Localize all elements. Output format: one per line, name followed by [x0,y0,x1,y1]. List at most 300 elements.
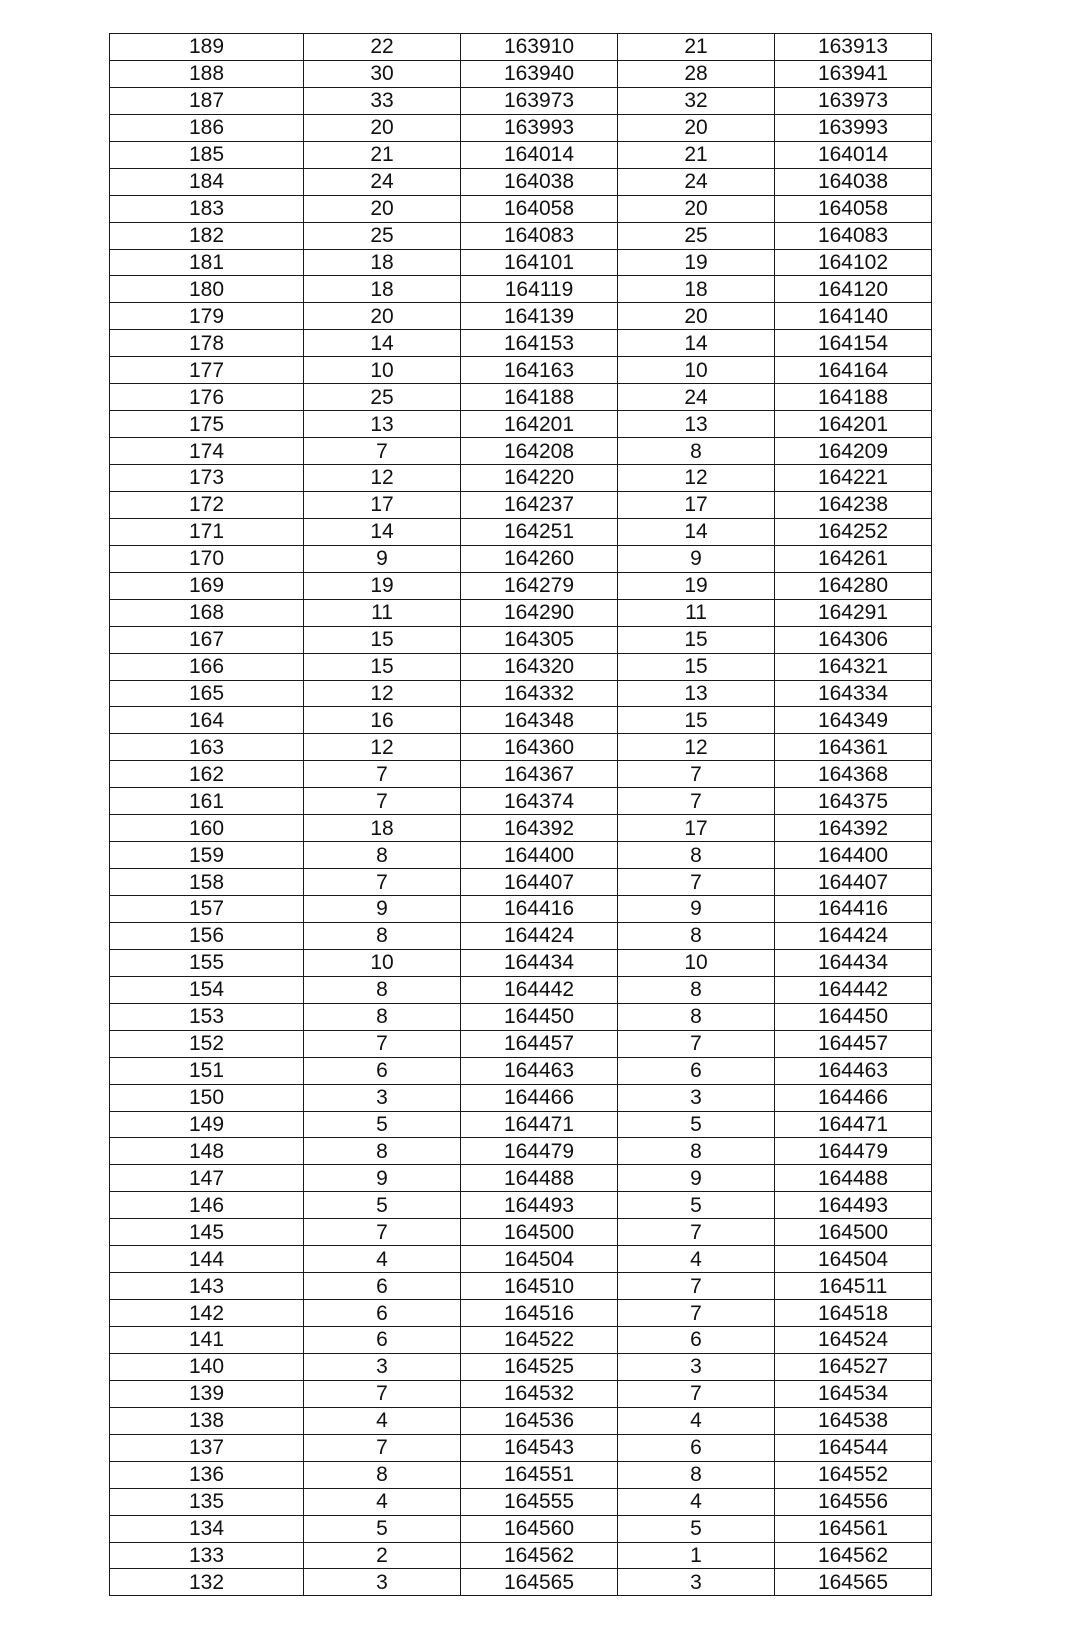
count-cell: 3 [304,1084,461,1111]
cumulative-cell: 164305 [461,626,618,653]
count-cell: 7 [304,869,461,896]
cumulative-cell: 164332 [461,680,618,707]
table-row [110,922,932,949]
score-cell: 137 [110,1434,304,1461]
cumulative-cell: 164407 [461,869,618,896]
count-cell: 2 [304,1542,461,1569]
count-cell: 25 [304,222,461,249]
score-cell: 156 [110,922,304,949]
cumulative-cell: 164551 [461,1461,618,1488]
count-cell: 8 [304,1138,461,1165]
table-row [110,1488,932,1515]
cumulative-cell: 164560 [461,1515,618,1542]
cumulative-cell-2: 164565 [775,1569,932,1596]
cumulative-cell-2: 164518 [775,1300,932,1327]
count-cell: 7 [304,1434,461,1461]
count-cell-2: 15 [618,653,775,680]
count-cell: 8 [304,976,461,1003]
count-cell-2: 1 [618,1542,775,1569]
count-cell-2: 10 [618,357,775,384]
table-row [110,1380,932,1407]
table-row [110,545,932,572]
table-row [110,168,932,195]
count-cell-2: 3 [618,1084,775,1111]
cumulative-cell: 164119 [461,276,618,303]
score-cell: 185 [110,141,304,168]
cumulative-cell: 164536 [461,1407,618,1434]
cumulative-cell-2: 164538 [775,1407,932,1434]
cumulative-cell-2: 164442 [775,976,932,1003]
count-cell-2: 7 [618,1273,775,1300]
score-cell: 183 [110,195,304,222]
cumulative-cell-2: 164450 [775,1003,932,1030]
cumulative-cell-2: 164164 [775,357,932,384]
cumulative-cell-2: 164238 [775,491,932,518]
count-cell: 3 [304,1569,461,1596]
count-cell: 4 [304,1488,461,1515]
count-cell: 6 [304,1273,461,1300]
count-cell: 8 [304,1003,461,1030]
table-row [110,60,932,87]
count-cell-2: 19 [618,572,775,599]
cumulative-cell: 164374 [461,788,618,815]
score-cell: 187 [110,87,304,114]
cumulative-cell: 164220 [461,465,618,492]
score-cell: 167 [110,626,304,653]
table-row [110,34,932,61]
count-cell: 12 [304,680,461,707]
count-cell-2: 6 [618,1434,775,1461]
table-row [110,357,932,384]
table-row [110,1353,932,1380]
count-cell: 7 [304,1380,461,1407]
score-cell: 163 [110,734,304,761]
count-cell-2: 9 [618,1165,775,1192]
score-distribution-table [109,33,932,1596]
cumulative-cell: 164457 [461,1030,618,1057]
cumulative-cell-2: 164561 [775,1515,932,1542]
cumulative-cell-2: 164201 [775,411,932,438]
cumulative-cell-2: 164058 [775,195,932,222]
table-row [110,949,932,976]
count-cell-2: 6 [618,1057,775,1084]
count-cell: 17 [304,491,461,518]
count-cell-2: 7 [618,761,775,788]
cumulative-cell: 164320 [461,653,618,680]
table-row [110,411,932,438]
cumulative-cell: 164279 [461,572,618,599]
count-cell-2: 8 [618,1138,775,1165]
count-cell: 21 [304,141,461,168]
cumulative-cell: 164450 [461,1003,618,1030]
table-row [110,1273,932,1300]
cumulative-cell: 164493 [461,1192,618,1219]
cumulative-cell-2: 164511 [775,1273,932,1300]
count-cell-2: 7 [618,788,775,815]
count-cell: 30 [304,60,461,87]
count-cell: 7 [304,1219,461,1246]
table-row [110,1111,932,1138]
score-cell: 170 [110,545,304,572]
count-cell: 5 [304,1515,461,1542]
count-cell: 14 [304,518,461,545]
cumulative-cell-2: 164466 [775,1084,932,1111]
cumulative-cell-2: 164416 [775,896,932,923]
table-row [110,1300,932,1327]
score-cell: 179 [110,303,304,330]
cumulative-cell-2: 164209 [775,438,932,465]
score-cell: 157 [110,896,304,923]
score-cell: 173 [110,465,304,492]
cumulative-cell-2: 164221 [775,465,932,492]
count-cell-2: 25 [618,222,775,249]
score-cell: 166 [110,653,304,680]
count-cell-2: 9 [618,896,775,923]
count-cell-2: 13 [618,680,775,707]
score-cell: 168 [110,599,304,626]
score-cell: 169 [110,572,304,599]
table-row [110,1030,932,1057]
score-cell: 160 [110,815,304,842]
cumulative-cell-2: 164014 [775,141,932,168]
count-cell-2: 8 [618,922,775,949]
cumulative-cell: 164562 [461,1542,618,1569]
score-cell: 155 [110,949,304,976]
count-cell-2: 20 [618,303,775,330]
count-cell-2: 24 [618,168,775,195]
cumulative-cell: 164251 [461,518,618,545]
count-cell: 5 [304,1111,461,1138]
table-row [110,896,932,923]
cumulative-cell-2: 164392 [775,815,932,842]
cumulative-cell: 164188 [461,384,618,411]
cumulative-cell-2: 164154 [775,330,932,357]
cumulative-cell-2: 164361 [775,734,932,761]
table-row [110,1461,932,1488]
cumulative-cell: 164555 [461,1488,618,1515]
score-cell: 154 [110,976,304,1003]
count-cell-2: 4 [618,1488,775,1515]
count-cell-2: 15 [618,626,775,653]
table-row [110,1084,932,1111]
cumulative-cell: 164360 [461,734,618,761]
score-cell: 139 [110,1380,304,1407]
score-cell: 153 [110,1003,304,1030]
table-row [110,788,932,815]
cumulative-cell: 164442 [461,976,618,1003]
score-cell: 149 [110,1111,304,1138]
count-cell: 10 [304,357,461,384]
cumulative-cell-2: 164562 [775,1542,932,1569]
count-cell-2: 8 [618,438,775,465]
cumulative-cell: 164201 [461,411,618,438]
cumulative-cell: 163993 [461,114,618,141]
count-cell-2: 28 [618,60,775,87]
score-cell: 184 [110,168,304,195]
table-row [110,141,932,168]
cumulative-cell-2: 163913 [775,34,932,61]
cumulative-cell-2: 164500 [775,1219,932,1246]
cumulative-cell-2: 164479 [775,1138,932,1165]
count-cell-2: 24 [618,384,775,411]
count-cell: 9 [304,545,461,572]
cumulative-cell-2: 164534 [775,1380,932,1407]
score-cell: 148 [110,1138,304,1165]
count-cell: 15 [304,653,461,680]
table-row [110,114,932,141]
cumulative-cell: 163940 [461,60,618,87]
count-cell-2: 6 [618,1327,775,1354]
count-cell-2: 9 [618,545,775,572]
cumulative-cell: 164237 [461,491,618,518]
table-row [110,869,932,896]
score-cell: 151 [110,1057,304,1084]
table-row [110,599,932,626]
count-cell-2: 7 [618,1219,775,1246]
cumulative-cell: 164392 [461,815,618,842]
count-cell: 8 [304,842,461,869]
count-cell: 18 [304,815,461,842]
score-cell: 147 [110,1165,304,1192]
cumulative-cell: 164532 [461,1380,618,1407]
count-cell: 16 [304,707,461,734]
table-row [110,384,932,411]
score-cell: 186 [110,114,304,141]
count-cell-2: 4 [618,1246,775,1273]
cumulative-cell-2: 164544 [775,1434,932,1461]
score-cell: 177 [110,357,304,384]
cumulative-cell: 164290 [461,599,618,626]
count-cell: 18 [304,276,461,303]
cumulative-cell: 164139 [461,303,618,330]
count-cell-2: 32 [618,87,775,114]
count-cell-2: 12 [618,734,775,761]
score-cell: 171 [110,518,304,545]
score-cell: 182 [110,222,304,249]
cumulative-cell: 164479 [461,1138,618,1165]
count-cell-2: 15 [618,707,775,734]
table-row [110,1327,932,1354]
table-row [110,276,932,303]
table-row [110,1219,932,1246]
table-row [110,1434,932,1461]
count-cell-2: 5 [618,1192,775,1219]
cumulative-cell-2: 164488 [775,1165,932,1192]
score-cell: 142 [110,1300,304,1327]
table-row [110,1165,932,1192]
table-row [110,195,932,222]
count-cell: 10 [304,949,461,976]
cumulative-cell-2: 163941 [775,60,932,87]
count-cell-2: 5 [618,1515,775,1542]
score-cell: 176 [110,384,304,411]
count-cell-2: 14 [618,330,775,357]
cumulative-cell-2: 164471 [775,1111,932,1138]
score-cell: 133 [110,1542,304,1569]
score-cell: 188 [110,60,304,87]
count-cell: 7 [304,438,461,465]
count-cell-2: 11 [618,599,775,626]
cumulative-cell: 164348 [461,707,618,734]
count-cell: 9 [304,896,461,923]
cumulative-cell: 164543 [461,1434,618,1461]
table-row [110,1542,932,1569]
cumulative-cell: 164101 [461,249,618,276]
table-row [110,1057,932,1084]
score-cell: 172 [110,491,304,518]
count-cell: 7 [304,1030,461,1057]
cumulative-cell: 164416 [461,896,618,923]
count-cell: 20 [304,114,461,141]
count-cell-2: 12 [618,465,775,492]
cumulative-cell: 164466 [461,1084,618,1111]
count-cell-2: 20 [618,195,775,222]
count-cell-2: 14 [618,518,775,545]
table-row [110,680,932,707]
score-cell: 152 [110,1030,304,1057]
count-cell-2: 17 [618,815,775,842]
count-cell: 24 [304,168,461,195]
count-cell-2: 18 [618,276,775,303]
score-cell: 164 [110,707,304,734]
count-cell-2: 21 [618,34,775,61]
score-cell: 175 [110,411,304,438]
table-row [110,303,932,330]
table-row [110,815,932,842]
table-row [110,491,932,518]
cumulative-cell: 164434 [461,949,618,976]
count-cell: 20 [304,303,461,330]
table-row [110,1246,932,1273]
table-row [110,87,932,114]
cumulative-cell-2: 164261 [775,545,932,572]
count-cell: 4 [304,1246,461,1273]
table-row [110,976,932,1003]
count-cell-2: 10 [618,949,775,976]
count-cell-2: 7 [618,1380,775,1407]
table-row [110,1569,932,1596]
table-row [110,1407,932,1434]
count-cell-2: 8 [618,842,775,869]
cumulative-cell: 164058 [461,195,618,222]
cumulative-cell: 164367 [461,761,618,788]
cumulative-cell: 164163 [461,357,618,384]
score-cell: 178 [110,330,304,357]
score-cell: 150 [110,1084,304,1111]
count-cell: 4 [304,1407,461,1434]
cumulative-cell-2: 164252 [775,518,932,545]
score-cell: 174 [110,438,304,465]
table-row [110,249,932,276]
count-cell: 13 [304,411,461,438]
cumulative-cell-2: 164280 [775,572,932,599]
count-cell-2: 20 [618,114,775,141]
table-row [110,1003,932,1030]
cumulative-cell-2: 164424 [775,922,932,949]
score-cell: 134 [110,1515,304,1542]
count-cell: 7 [304,788,461,815]
count-cell: 19 [304,572,461,599]
cumulative-cell-2: 164527 [775,1353,932,1380]
table-row [110,842,932,869]
table-row [110,707,932,734]
score-cell: 136 [110,1461,304,1488]
count-cell: 12 [304,465,461,492]
cumulative-cell-2: 164457 [775,1030,932,1057]
score-cell: 159 [110,842,304,869]
cumulative-cell-2: 164434 [775,949,932,976]
score-cell: 135 [110,1488,304,1515]
cumulative-cell-2: 164083 [775,222,932,249]
cumulative-cell: 164424 [461,922,618,949]
cumulative-cell: 163910 [461,34,618,61]
count-cell-2: 21 [618,141,775,168]
cumulative-cell-2: 164334 [775,680,932,707]
cumulative-cell-2: 164463 [775,1057,932,1084]
score-cell: 141 [110,1327,304,1354]
cumulative-cell: 164208 [461,438,618,465]
table-row [110,465,932,492]
table-row [110,572,932,599]
count-cell: 12 [304,734,461,761]
count-cell: 7 [304,761,461,788]
cumulative-cell-2: 164291 [775,599,932,626]
cumulative-cell: 164525 [461,1353,618,1380]
cumulative-cell-2: 164349 [775,707,932,734]
table-row [110,438,932,465]
cumulative-cell: 164510 [461,1273,618,1300]
cumulative-cell-2: 164368 [775,761,932,788]
count-cell: 6 [304,1300,461,1327]
cumulative-cell-2: 164407 [775,869,932,896]
cumulative-cell-2: 164188 [775,384,932,411]
count-cell: 8 [304,1461,461,1488]
table-row [110,1192,932,1219]
count-cell-2: 7 [618,1300,775,1327]
cumulative-cell-2: 164524 [775,1327,932,1354]
table-row [110,518,932,545]
score-cell: 144 [110,1246,304,1273]
cumulative-cell: 164260 [461,545,618,572]
score-cell: 180 [110,276,304,303]
count-cell: 5 [304,1192,461,1219]
score-cell: 132 [110,1569,304,1596]
count-cell: 6 [304,1327,461,1354]
cumulative-cell: 164565 [461,1569,618,1596]
cumulative-cell: 164504 [461,1246,618,1273]
count-cell: 15 [304,626,461,653]
cumulative-cell: 164500 [461,1219,618,1246]
cumulative-cell-2: 164321 [775,653,932,680]
score-cell: 162 [110,761,304,788]
count-cell: 11 [304,599,461,626]
table-row [110,761,932,788]
count-cell: 8 [304,922,461,949]
cumulative-cell: 164153 [461,330,618,357]
cumulative-cell: 164522 [461,1327,618,1354]
score-cell: 140 [110,1353,304,1380]
count-cell: 9 [304,1165,461,1192]
table-row [110,734,932,761]
score-cell: 165 [110,680,304,707]
cumulative-cell-2: 164504 [775,1246,932,1273]
count-cell-2: 8 [618,1003,775,1030]
count-cell: 14 [304,330,461,357]
count-cell: 6 [304,1057,461,1084]
cumulative-cell-2: 164493 [775,1192,932,1219]
score-cell: 161 [110,788,304,815]
count-cell: 33 [304,87,461,114]
